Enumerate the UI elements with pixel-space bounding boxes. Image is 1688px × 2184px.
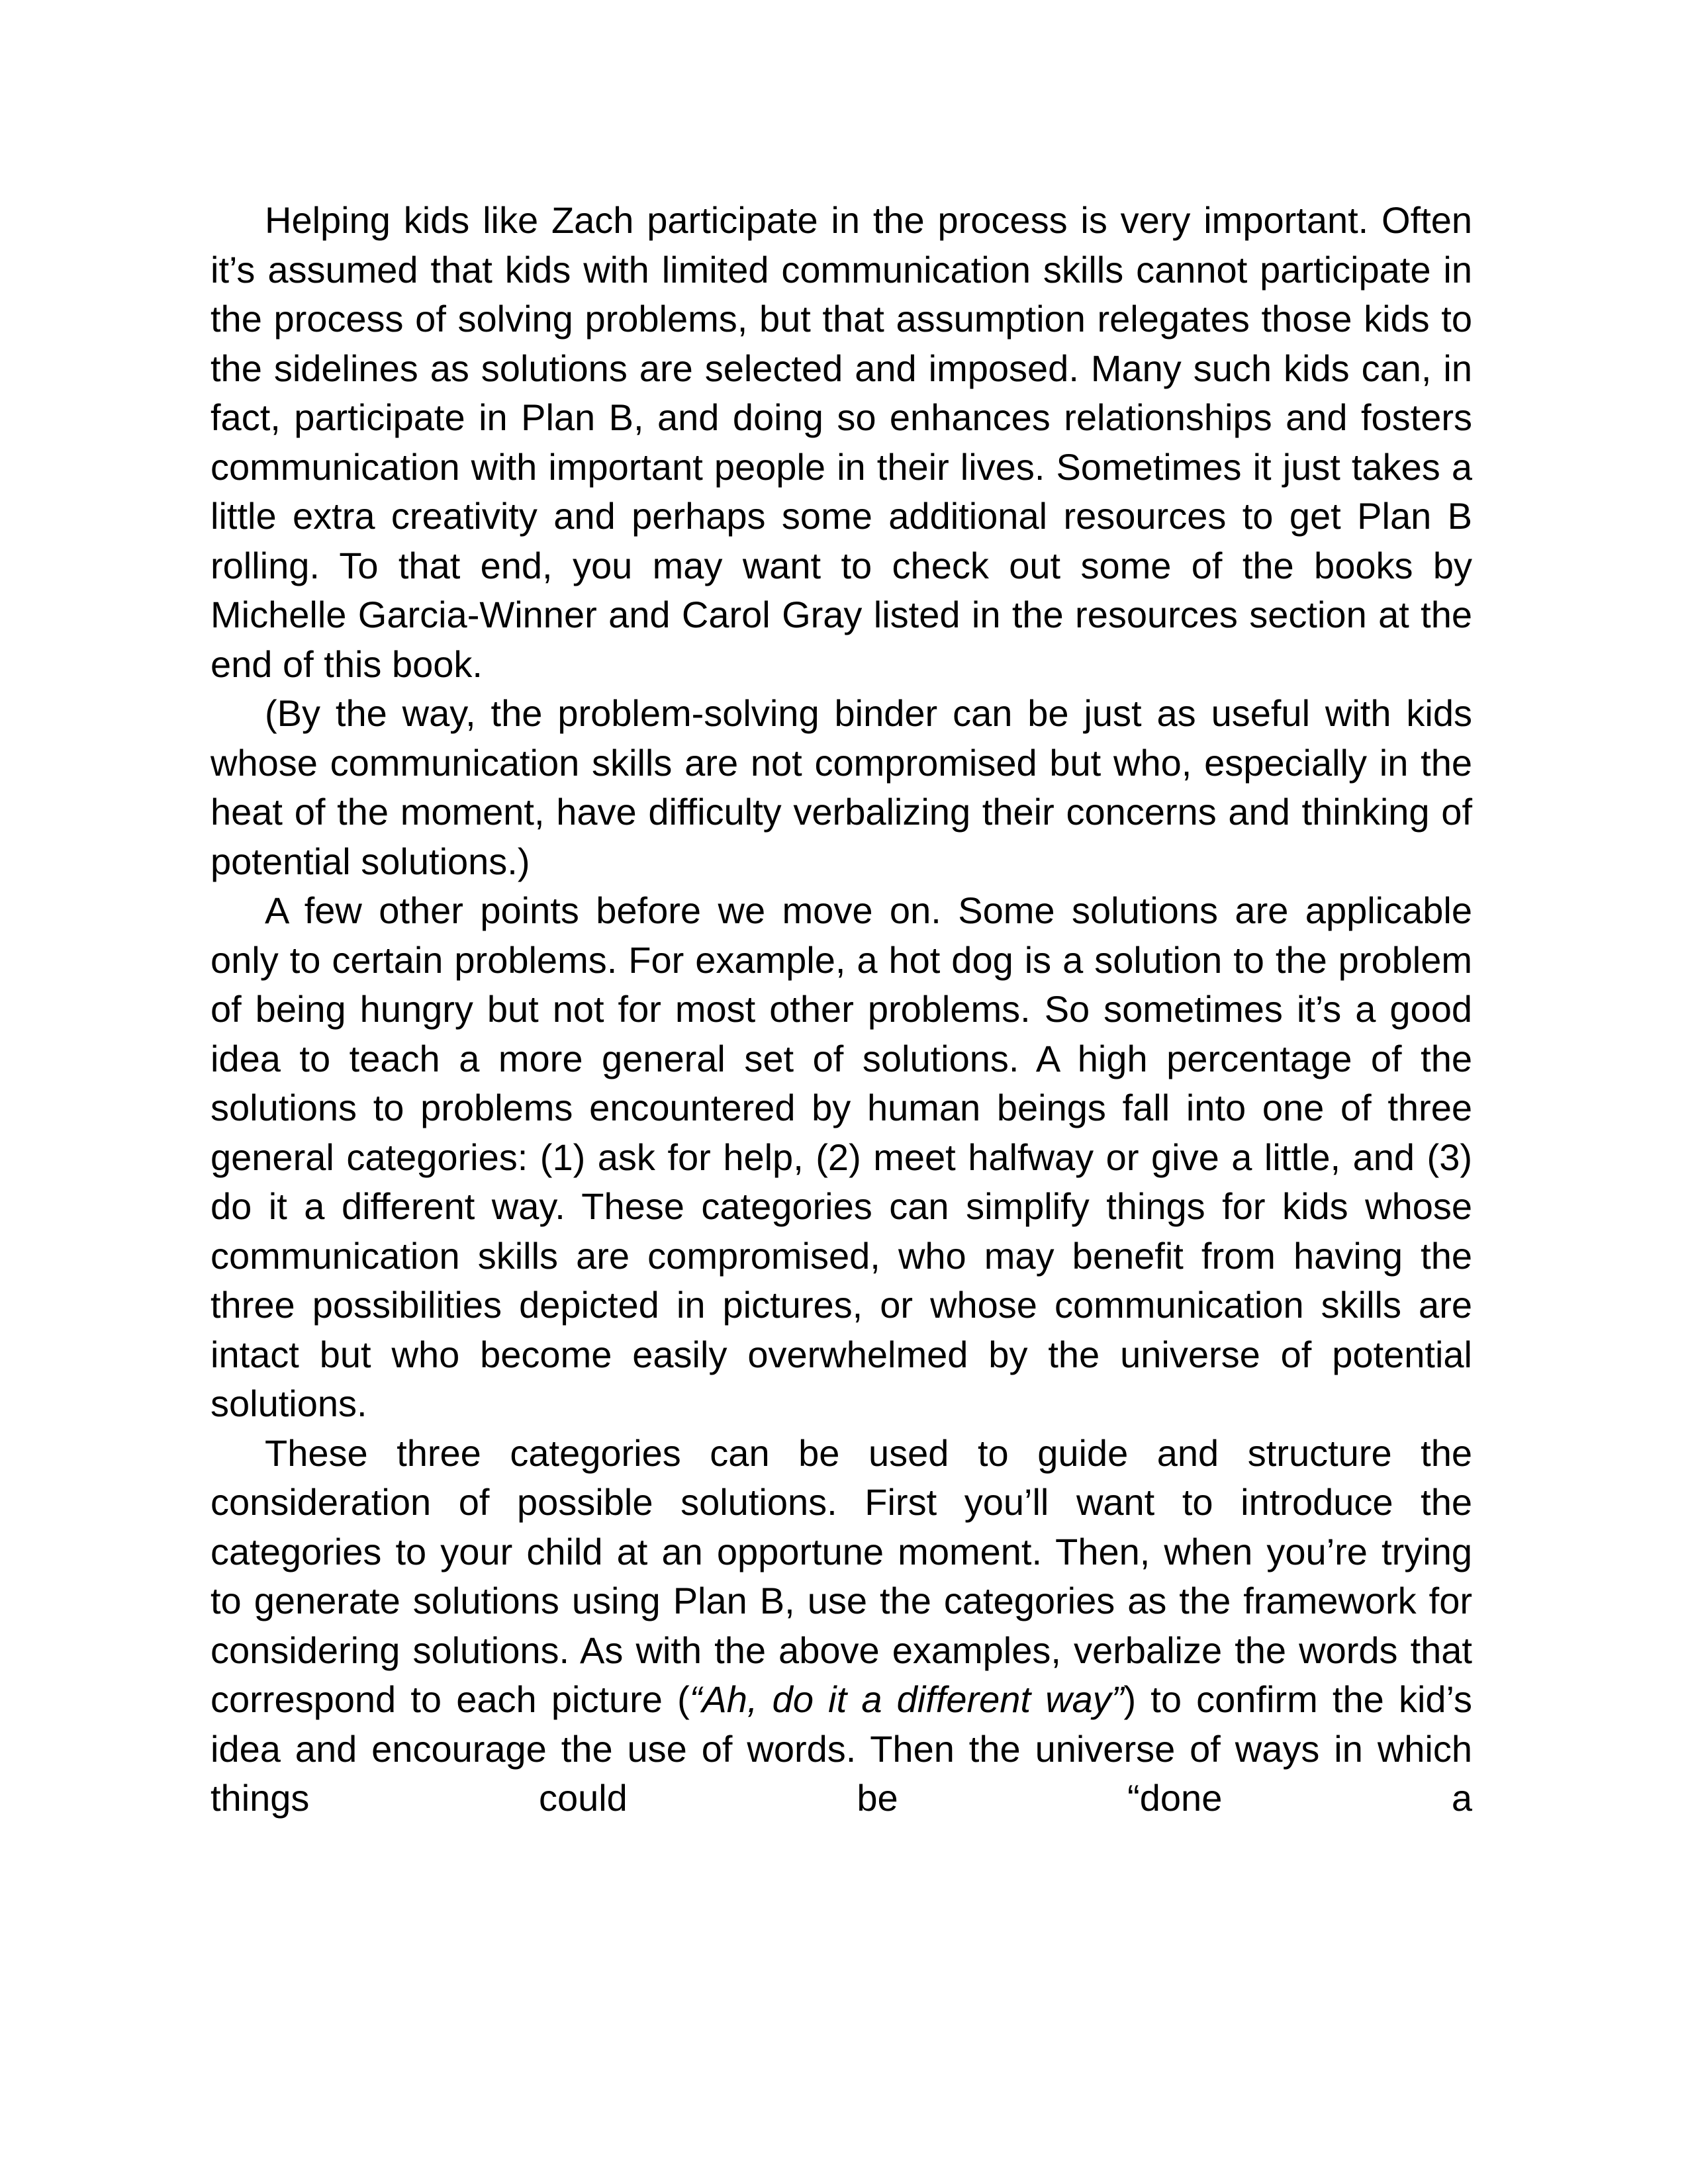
- paragraph: [211, 196, 1472, 689]
- paragraph: [211, 1429, 1472, 1823]
- paragraph: [211, 886, 1472, 1429]
- paragraph-text: Helping kids like Zach participate in the process is very important. Often it’s assumed that kids with limited communication skills cannot participate in the process of solving problems, but that assumption relegates those kids to the sidelines as solutions are selected and imposed. Many such kids can, in fact, participate in Plan B, and doing so enhances relationships and fosters communication with important people in their lives. Sometimes it just takes a little extra creativity and perhaps some additional resources to get Plan B rolling. To that end, you may want to check out some of the books by Michelle Garcia-Winner and Carol Gray listed in the resources section at the end of this book.: [211, 199, 1472, 685]
- page-body-text: [211, 196, 1472, 1823]
- italic-quote: “Ah, do it a different way”: [689, 1678, 1124, 1720]
- paragraph: [211, 689, 1472, 886]
- paragraph-text: ) to confirm the kid’s idea and encourage the use of words. Then the universe of ways in which things could be “done a: [211, 1678, 1472, 1819]
- paragraph-text: (By the way, the problem-solving binder can be just as useful with kids whose communication skills are not compromised but who, especially in the heat of the moment, have difficulty verbalizing their concerns and thinking of potential solutions.): [211, 692, 1472, 882]
- paragraph-text: These three categories can be used to guide and structure the consideration of possible solutions. First you’ll want to introduce the categories to your child at an opportune moment. Then, when you’re trying to generate solutions using Plan B, use the categories as the framework for considering solutions. As with the above examples, verbalize the words that correspond to each picture (: [211, 1432, 1472, 1720]
- paragraph-text: A few other points before we move on. Some solutions are applicable only to certain problems. For example, a hot dog is a solution to the problem of being hungry but not for most other problems. So sometimes it’s a good idea to teach a more general set of solutions. A high percentage of the solutions to problems encountered by human beings fall into one of three general categories: (1) ask for help, (2) meet halfway or give a little, and (3) do it a different way. These categories can simplify things for kids whose communication skills are compromised, who may benefit from having the three possibilities depicted in pictures, or whose communication skills are intact but who become easily overwhelmed by the universe of potential solutions.: [211, 889, 1472, 1424]
